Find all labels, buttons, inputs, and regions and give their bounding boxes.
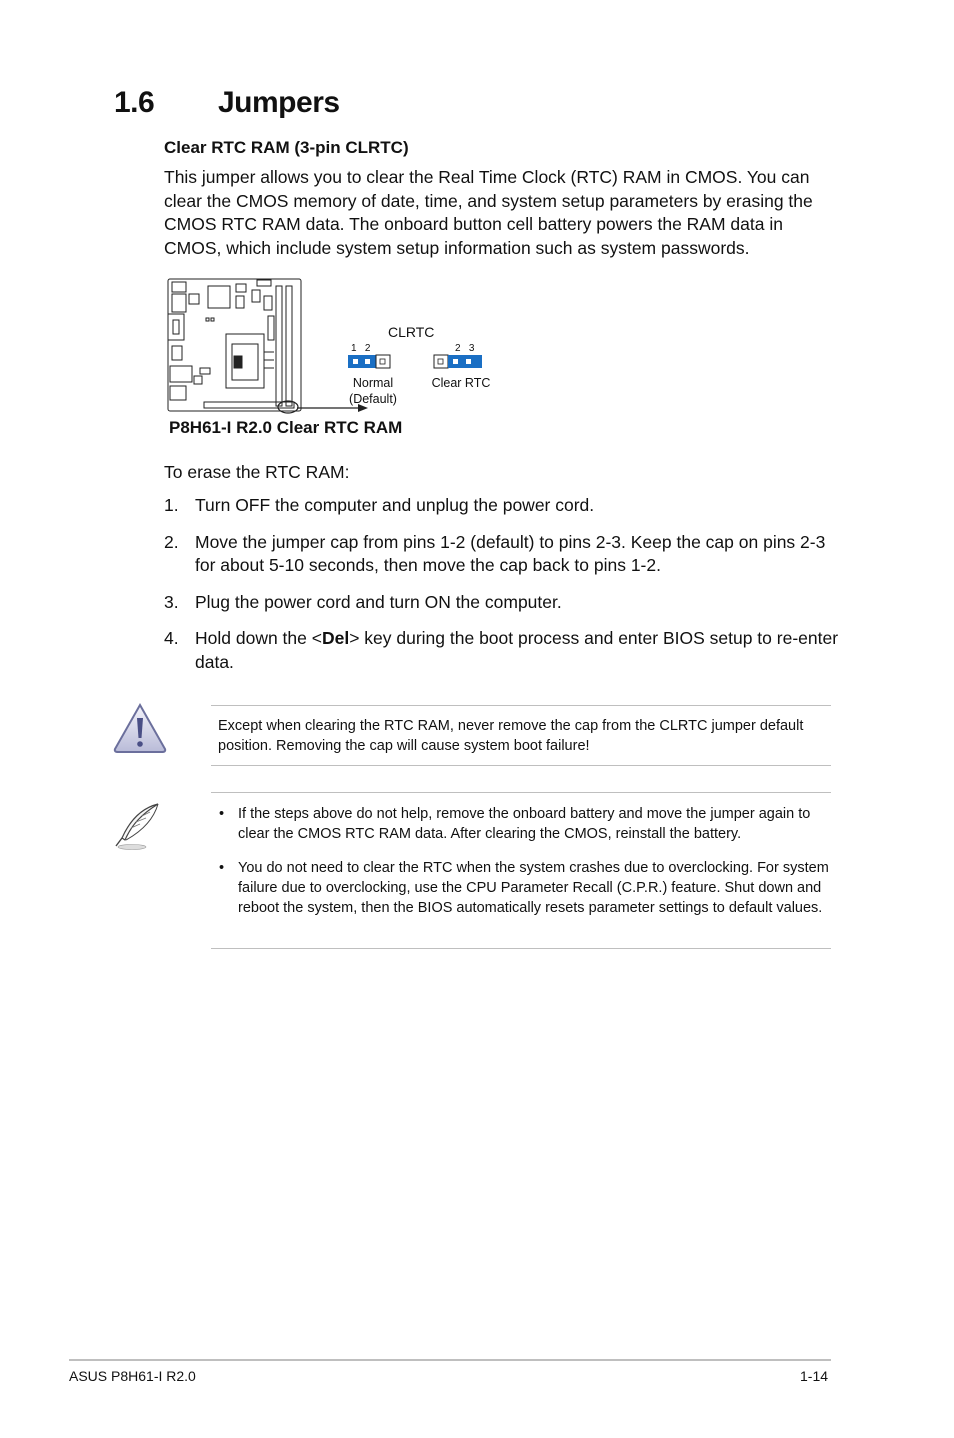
step-number: 1. [164,495,179,515]
feather-pen-icon [112,800,164,852]
note-item [218,858,832,918]
section-heading: Jumpers [218,86,340,119]
warning-text: Except when clearing the RTC RAM, never remove the cap from the CLRTC jumper default position. Removing the cap will cause system boot failure! [218,718,804,754]
step-item [164,494,844,518]
step-text: Move the jumper cap from pins 1-2 (default) to pins 2-3. Keep the cap on pins 2-3 for about 5-10 seconds, then move the cap back to pins 1-2. [195,531,826,575]
normal-pin-numbers: 1 2 [351,343,371,354]
step-text: Turn OFF the computer and unplug the power cord. [195,495,595,515]
step-text-post: > key during the boot process and enter BIOS setup to re-enter data. [195,628,839,672]
section-number: 1.6 [114,86,155,119]
footer-product: ASUS P8H61-I R2.0 [69,1368,196,1384]
notes-list [218,804,832,932]
note-top-rule [211,792,831,793]
del-key: Del [321,628,350,648]
step-number: 3. [164,591,179,612]
note-bottom-rule [211,948,831,949]
step-number: 2. [164,531,179,552]
step-item [164,531,844,578]
clrtc-diagram [164,276,504,416]
note-item [218,804,832,844]
warning-triangle-icon [112,702,168,754]
normal-jumper [348,355,390,368]
step-number: 4. [164,628,179,648]
subheading: Clear RTC RAM (3-pin CLRTC) [164,138,409,157]
clear-jumper [434,355,482,368]
intro-paragraph: This jumper allows you to clear the Real Time Clock (RTC) RAM in CMOS. You can clear the CMOS memory of date, time, and system setup parameters by erasing the CMOS RTC RAM data. The onboard button cell battery powers the RAM data in CMOS, which include system setup information such as system passwords. [164,167,813,258]
note-text: You do not need to clear the RTC when the system crashes due to overclocking. For system failure due to overclocking, use the CPU Parameter Recall (C.P.R.) feature. Shut down and reboot the system, then the BIOS automatically resets parameter settings to default values. [238,860,829,916]
step-text-pre: Hold down the < [195,628,322,648]
step-item [164,591,844,615]
note-text: If the steps above do not help, remove the onboard battery and move the jumper again to clear the CMOS RTC RAM data. After clearing the CMOS, reinstall the battery. [238,806,811,842]
erase-intro: To erase the RTC RAM: [164,462,350,482]
footer-rule [69,1359,831,1361]
bullet: • [219,806,225,822]
normal-label: Normal [352,376,394,390]
normal-default-label: (Default) [349,392,397,406]
warning-top-rule [211,705,831,706]
clrtc-label: CLRTC [388,324,435,340]
erase-steps [164,494,844,687]
clear-pin-numbers: 2 3 [455,343,475,354]
warning-bottom-rule [211,765,831,766]
bullet: • [219,860,225,876]
step-item [164,627,844,674]
motherboard-illustration [168,279,301,411]
step-text: Plug the power cord and turn ON the computer. [195,591,562,612]
footer-page-number: 1-14 [800,1368,829,1384]
clear-rtc-label: Clear RTC [431,376,491,390]
diagram-caption: P8H61-I R2.0 Clear RTC RAM [169,418,403,437]
section-title [114,86,340,120]
